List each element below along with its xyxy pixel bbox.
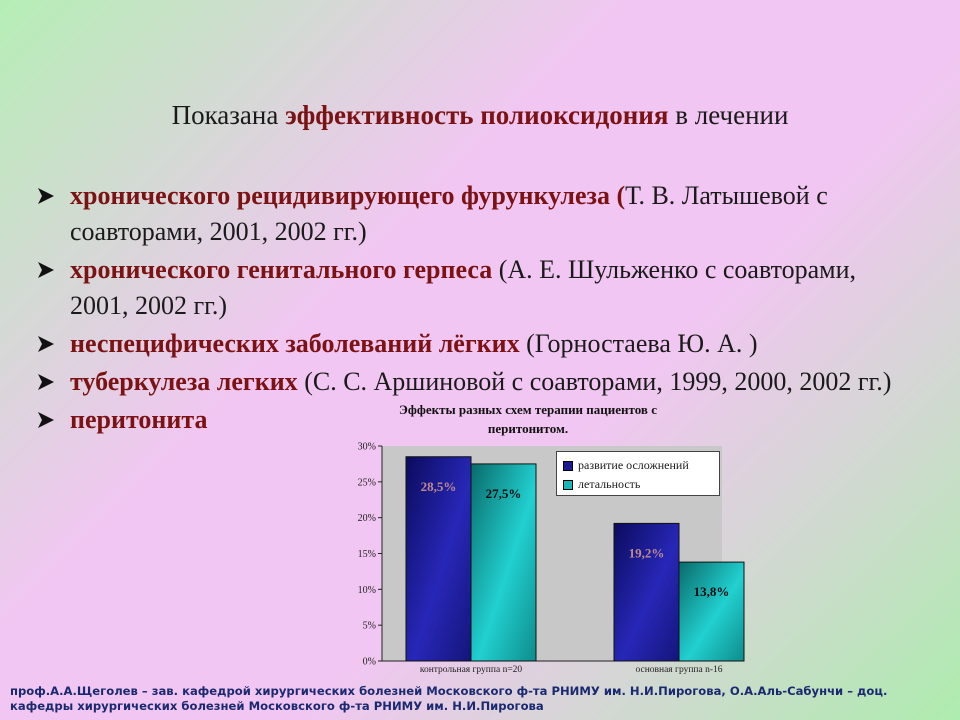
data-label: 27,5% — [485, 485, 522, 501]
y-tick-label: 20% — [357, 513, 376, 525]
title-highlight: эффективность полиоксидония — [285, 100, 669, 130]
legend-label: летальность — [578, 477, 641, 491]
bullet-item — [36, 364, 916, 400]
legend-label: развитие осложнений — [578, 458, 689, 472]
bullet-bold-text: неспецифических заболеваний лёгких — [70, 329, 520, 358]
x-tick-label: основная группа n-16 — [635, 665, 723, 675]
y-tick-label: 0% — [362, 656, 376, 668]
footer-credits: проф.А.А.Щеголев – зав. кафедрой хирургических болезней Московского ф-та РНИМУ им. Н.И.Пирогова, О.А.Аль-Сабунчи – доц. кафедры хирургических болезней Московского ф-та РНИМУ им. Н.И.Пирогова — [10, 684, 888, 713]
y-tick-label: 10% — [357, 584, 376, 596]
chart-legend — [556, 451, 720, 496]
bullet-text: (А. Е. Шульженко с соавторами, 2001, 2002 гг.) — [70, 255, 856, 320]
data-label: 13,8% — [693, 584, 730, 600]
data-label: 28,5% — [420, 478, 457, 494]
bullet-item — [36, 326, 916, 362]
data-label: 19,2% — [628, 545, 665, 561]
arrow-bullet-icon — [36, 178, 58, 214]
title-suffix: в лечении — [668, 100, 789, 130]
bullet-text: (С. С. Аршиновой с соавторами, 1999, 2000, 2002 гг.) — [297, 367, 892, 396]
bullet-bold-text: хронического генитального герпеса — [70, 255, 493, 284]
chart-title: Эффекты разных схем терапии пациентов с перитонитом. — [399, 402, 657, 436]
legend-item — [563, 457, 689, 473]
legend-swatch — [563, 461, 573, 471]
y-tick-label: 15% — [357, 549, 376, 560]
bar — [679, 562, 744, 661]
bullet-bold-text: перитонита — [70, 405, 208, 434]
bullet-text: Т. В. Латышевой с соавторами, 2001, 2002 гг.) — [70, 181, 828, 246]
slide-title — [0, 98, 960, 132]
bullet-bold-text: туберкулеза легких — [70, 367, 298, 396]
arrow-bullet-icon — [36, 252, 58, 288]
arrow-bullet-icon — [36, 364, 58, 400]
y-tick-label: 25% — [357, 477, 376, 489]
bullet-text: (Горностаева Ю. А. ) — [519, 329, 758, 358]
legend-swatch — [563, 480, 573, 490]
bar — [614, 523, 679, 661]
legend-item — [563, 476, 640, 492]
bullet-item — [36, 178, 916, 250]
y-tick-label: 30% — [357, 441, 376, 453]
bullet-item — [36, 252, 916, 324]
title-prefix: Показана — [171, 100, 286, 130]
arrow-bullet-icon — [36, 402, 58, 438]
x-tick-label: контрольная группа n=20 — [419, 665, 523, 675]
y-tick-label: 5% — [362, 620, 376, 632]
arrow-bullet-icon — [36, 326, 58, 362]
bullet-bold-text: хронического рецидивирующего фурункулеза ( — [70, 181, 626, 210]
